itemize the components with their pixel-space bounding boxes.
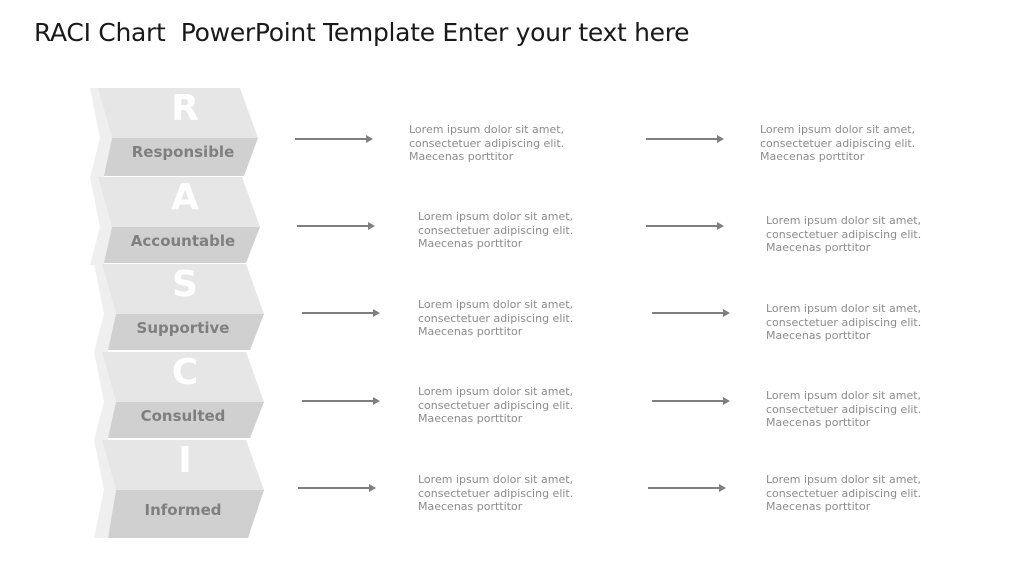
- raci-letter: I: [178, 440, 192, 481]
- arrow-right-icon: [652, 400, 728, 402]
- raci-block-informed: [84, 438, 268, 542]
- raci-block-supportive: [84, 262, 268, 354]
- arrow-right-icon: [646, 225, 722, 227]
- slide-title: RACI Chart PowerPoint Template Enter your text here: [34, 18, 690, 47]
- description-text: Lorem ipsum dolor sit amet, consectetuer adipiscing elit. Maecenas porttitor: [409, 123, 565, 163]
- arrow-right-icon: [648, 487, 724, 489]
- description-text: Lorem ipsum dolor sit amet, consectetuer adipiscing elit. Maecenas porttitor: [418, 210, 574, 250]
- description-text: Lorem ipsum dolor sit amet, consectetuer adipiscing elit. Maecenas porttitor: [766, 473, 922, 513]
- description-text: Lorem ipsum dolor sit amet, consectetuer adipiscing elit. Maecenas porttitor: [418, 385, 574, 425]
- raci-block-responsible: [84, 86, 268, 178]
- description-text: Lorem ipsum dolor sit amet, consectetuer adipiscing elit. Maecenas porttitor: [418, 298, 574, 338]
- raci-letter: A: [171, 177, 199, 218]
- description-text: Lorem ipsum dolor sit amet, consectetuer adipiscing elit. Maecenas porttitor: [760, 123, 916, 163]
- arrow-right-icon: [302, 400, 378, 402]
- raci-role-label: Supportive: [136, 319, 230, 337]
- arrow-right-icon: [302, 312, 378, 314]
- arrow-right-icon: [652, 312, 728, 314]
- arrow-right-icon: [298, 487, 374, 489]
- description-text: Lorem ipsum dolor sit amet, consectetuer adipiscing elit. Maecenas porttitor: [766, 214, 922, 254]
- arrow-right-icon: [646, 138, 722, 140]
- raci-letter: S: [172, 264, 198, 305]
- raci-role-label: Consulted: [140, 407, 226, 425]
- description-text: Lorem ipsum dolor sit amet, consectetuer adipiscing elit. Maecenas porttitor: [766, 389, 922, 429]
- arrow-right-icon: [295, 138, 371, 140]
- raci-letter: C: [171, 352, 199, 393]
- raci-letter: R: [171, 88, 199, 129]
- raci-role-label: Informed: [144, 501, 222, 519]
- raci-role-label: Responsible: [131, 143, 235, 161]
- raci-block-accountable: [84, 175, 268, 267]
- raci-block-consulted: [84, 350, 268, 442]
- description-text: Lorem ipsum dolor sit amet, consectetuer adipiscing elit. Maecenas porttitor: [766, 302, 922, 342]
- description-text: Lorem ipsum dolor sit amet, consectetuer adipiscing elit. Maecenas porttitor: [418, 473, 574, 513]
- arrow-right-icon: [297, 225, 373, 227]
- raci-role-label: Accountable: [130, 232, 236, 250]
